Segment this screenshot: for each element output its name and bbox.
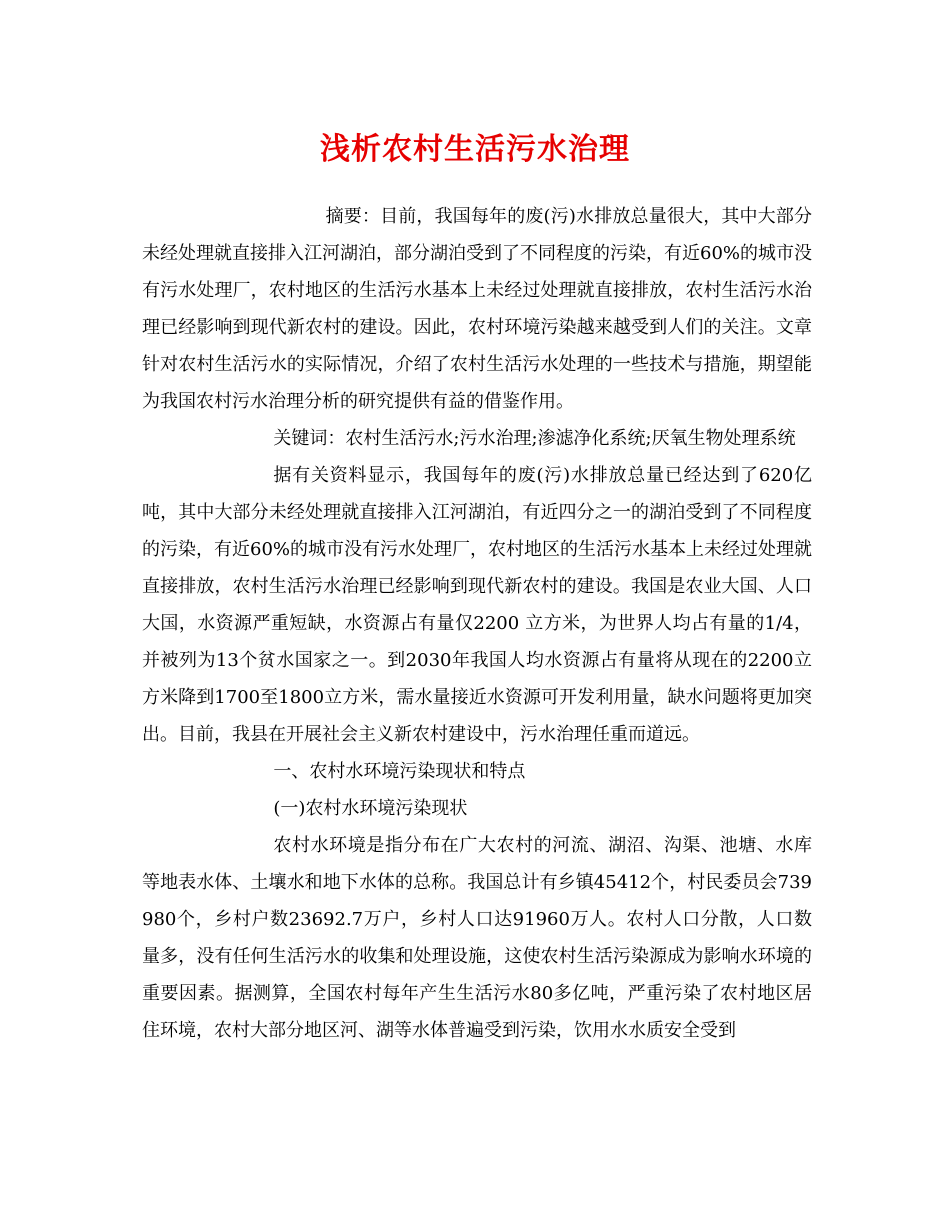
document-title: 浅析农村生活污水治理 bbox=[320, 132, 630, 167]
abstract-paragraph: 摘要：目前，我国每年的废(污)水排放总量很大，其中大部分未经处理就直接排入江河湖泊，部分湖泊受到了不同程度的污染，有近60%的城市没有污水处理厂，农村地区的生活污水基本上未经过处理就直接排放，农村生活污水治理已经影响到现代新农村的建设。因此，农村环境污染越来越受到人们的关注。文章针对农村生活污水的实际情况，介绍了农村生活污水处理的一些技术与措施，期望能为我国农村污水治理分析的研究提供有益的借鉴作用。 bbox=[142, 206, 813, 412]
body-paragraph: 农村水环境是指分布在广大农村的河流、湖沼、沟渠、池塘、水库等地表水体、土壤水和地下水体的总称。我国总计有乡镇45412个，村民委员会739980个，乡村户数23692.7万户，乡村人口达91960万人。农村人口分散，人口数量多，没有任何生活污水的收集和处理设施，这使农村生活污染源成为影响水环境的重要因素。据测算，全国农村每年产生生活污水80多亿吨，严重污染了农村地区居住环境，农村大部分地区河、湖等水体普遍受到污染，饮用水水质安全受到 bbox=[142, 835, 812, 1041]
intro-paragraph: 据有关资料显示，我国每年的废(污)水排放总量已经达到了620亿吨，其中大部分未经处理就直接排入江河湖泊，有近四分之一的湖泊受到了不同程度的污染，有近60%的城市没有污水处理厂，农村地区的生活污水基本上未经过处理就直接排放，农村生活污水治理已经影响到现代新农村的建设。我国是农业大国、人口大国，水资源严重短缺，水资源占有量仅2200 立方米，为世界人均占有量的1/4，并被列为13个贫水国家之一。到2030年我国人均水资源占有量将从现在的2200立方米降到1700至1800立方米，需水量接近水资源可开发利用量，缺水问题将更加突出。目前，我县在开展社会主义新农村建设中，污水治理任重而道远。 bbox=[142, 465, 813, 745]
keywords-paragraph: 关键词：农村生活污水;污水治理;渗滤净化系统;厌氧生物处理系统 bbox=[273, 428, 796, 449]
document-body bbox=[142, 198, 812, 1049]
subsection-heading: (一)农村水环境污染现状 bbox=[273, 798, 468, 819]
section-heading: 一、农村水环境污染现状和特点 bbox=[273, 761, 526, 782]
